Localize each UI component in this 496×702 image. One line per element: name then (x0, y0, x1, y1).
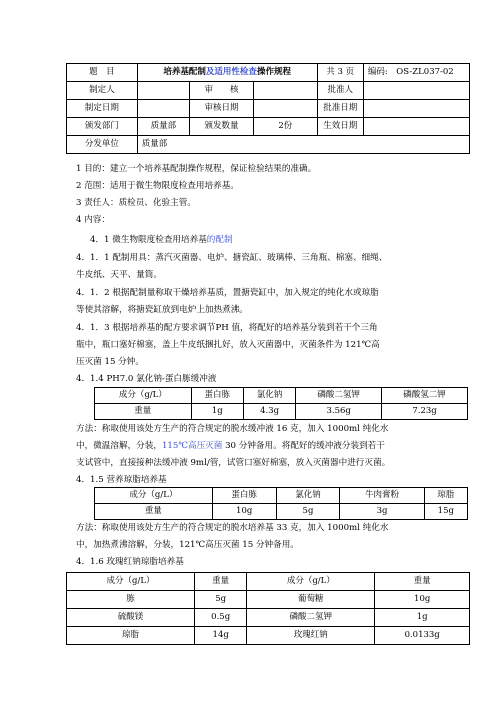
buffer-table-row (95, 404, 468, 420)
section-4-1-1-line1: 4．1．1 配制用具：蒸汽灭菌器、电炉、搪瓷缸、玻璃棒、三角瓶、棉塞、细绳、 (76, 253, 388, 263)
approve-value (363, 82, 469, 100)
section-4-1-title (90, 232, 452, 249)
header-row-dist (67, 136, 470, 154)
agar-header-3: 牛肉膏粉 (340, 488, 424, 504)
buffer-recipe-table (94, 387, 468, 420)
method2-part-blue: 115℃高压灭菌 (161, 441, 223, 451)
approve-label: 批准人 (317, 82, 363, 100)
made-by-value (137, 82, 189, 100)
section-4-1-4-method-line1: 方法：称取使用该处方生产的符合规定的脱水缓冲液 16 克，加入 1000ml 纯化水 (76, 424, 389, 434)
buffer-cell-1: 1g (191, 404, 243, 420)
section-4-1-3-line1: 4．1．3 根据培养基的配方要求调节PH 值，将配好的培养基分装到若干个三角 (76, 323, 378, 333)
buffer-cell-4: 7.23g (382, 404, 468, 420)
review-label: 审 核 (189, 82, 253, 100)
page-count: 共 3 页 (317, 64, 363, 82)
method2-part-a: 中，微温溶解，分装， (76, 441, 162, 451)
agar-header-2: 氯化钠 (276, 488, 340, 504)
rose-cell: 0.0133g (375, 627, 470, 645)
agar-table-row (95, 504, 468, 520)
rose-cell: 0.5g (195, 609, 247, 627)
purpose-line: 1 目的：建立一个培养基配制操作规程，保证检验结果的准确。 (76, 164, 317, 174)
rose-table-header (67, 573, 470, 591)
rose-table-row (67, 591, 470, 609)
responsible-line: 3 责任人：质检员、化验主管。 (76, 198, 196, 208)
buffer-header-3: 磷酸二氢钾 (296, 388, 382, 404)
rose-cell: 硫酸镁 (67, 609, 195, 627)
rose-cell: 葡萄糖 (247, 591, 375, 609)
section-4-1-title-blue: 的配制 (206, 235, 233, 245)
document-title (137, 64, 317, 82)
title-part1: 培养基配制 (163, 66, 206, 77)
agar-header-4: 琼脂 (424, 488, 467, 504)
title-part2: 及适用性检查 (205, 66, 257, 77)
section-4-1-3-line3: 压灭菌 15 分钟。 (76, 357, 144, 367)
approve-date-value (363, 100, 469, 118)
issue-dept-value: 质量部 (137, 118, 189, 136)
section-4-1-title-main: 4．1 微生物限度检查用培养基 (90, 235, 207, 245)
rose-bengal-agar-table (66, 572, 470, 645)
effective-date-value (363, 118, 469, 136)
rose-cell: 磷酸二氢钾 (247, 609, 375, 627)
header-row-issue (67, 118, 470, 136)
buffer-header-0: 成分（g/L） (95, 388, 192, 404)
agar-cell-3: 3g (340, 504, 424, 520)
scope-line: 2 范围：适用于微生物限度检查用培养基。 (76, 181, 239, 191)
agar-cell-2: 5g (276, 504, 340, 520)
agar-table-header (95, 488, 468, 504)
made-by-label: 制定人 (67, 82, 138, 100)
section-4-1-2-line2: 等使其溶解，将搪瓷缸放到电炉上加热煮沸。 (76, 305, 248, 315)
rose-table-row (67, 627, 470, 645)
rose-cell: 10g (375, 591, 470, 609)
buffer-cell-3: 3.56g (296, 404, 382, 420)
dist-unit-value: 质量部 (137, 136, 469, 154)
section-4-1-5-method-line2: 中，加热煮沸溶解，分装，121℃高压灭菌 15 分钟备用。 (76, 540, 299, 550)
section-4-1-2-line1: 4．1．2 根据配制量称取干燥培养基质，置搪瓷缸中，加入规定的纯化水或琼脂 (76, 288, 379, 298)
rose-cell: 琼脂 (67, 627, 195, 645)
rose-cell: 14g (195, 627, 247, 645)
section-4-1-4-title: 4．1.4 PH7.0 氯化钠-蛋白胨缓冲液 (76, 374, 217, 384)
issue-qty-value: 2份 (254, 118, 318, 136)
rose-cell: 胨 (67, 591, 195, 609)
rose-cell: 玫瑰红钠 (247, 627, 375, 645)
issue-qty-label: 颁发数量 (189, 118, 253, 136)
document-code: 编码: OS-ZL037-02 (363, 64, 469, 82)
dist-unit-label: 分发单位 (67, 136, 138, 154)
rose-header-3: 重量 (375, 573, 470, 591)
buffer-cell-0: 重量 (95, 404, 192, 420)
made-date-label: 制定日期 (67, 100, 138, 118)
made-date-value (137, 100, 189, 118)
buffer-cell-2: 4.3g (243, 404, 295, 420)
section-4-1-4-method-line3: 支试管中，直接接种法缓冲液 9ml/管，试管口塞好棉塞，放入灭菌器中进行灭菌。 (76, 458, 391, 468)
review-date-label: 审核日期 (189, 100, 253, 118)
header-row-dates (67, 100, 470, 118)
buffer-table-header (95, 388, 468, 404)
section-4-1-5-title: 4．1.5 营养琼脂培养基 (76, 475, 167, 485)
review-value (254, 82, 318, 100)
rose-cell: 1g (375, 609, 470, 627)
review-date-value (254, 100, 318, 118)
agar-cell-4: 15g (424, 504, 467, 520)
rose-table-row (67, 609, 470, 627)
issue-dept-label: 颁发部门 (67, 118, 138, 136)
section-4-1-1-line2: 牛皮纸、天平、量筒。 (76, 270, 162, 280)
section-4-1-3-line2: 瓶中，瓶口塞好棉塞，盖上牛皮纸捆扎好，放入灭菌器中，灭菌条件为 121℃高 (76, 340, 380, 350)
agar-cell-1: 10g (212, 504, 276, 520)
nutrient-agar-table (94, 487, 468, 520)
buffer-header-2: 氯化钠 (243, 388, 295, 404)
approve-date-label: 批准日期 (317, 100, 363, 118)
agar-cell-0: 重量 (95, 504, 213, 520)
rose-header-2: 成分（g/L） (247, 573, 375, 591)
title-label: 题 目 (67, 64, 138, 82)
section-4-1-4-method-line2 (76, 438, 438, 455)
rose-cell: 5g (195, 591, 247, 609)
agar-header-1: 蛋白胨 (212, 488, 276, 504)
buffer-header-1: 蛋白胨 (191, 388, 243, 404)
header-row-made (67, 82, 470, 100)
agar-header-0: 成分（g/L） (95, 488, 213, 504)
effective-date-label: 生效日期 (317, 118, 363, 136)
rose-header-1: 重量 (195, 573, 247, 591)
header-table (66, 63, 470, 154)
method2-part-c: 30 分钟备用。将配好的缓冲液分装到若干 (222, 441, 385, 451)
section-4-1-6-title: 4．1.6 玫瑰红钠琼脂培养基 (76, 557, 184, 567)
buffer-header-4: 磷酸氢二钾 (382, 388, 468, 404)
rose-header-0: 成分（g/L） (67, 573, 195, 591)
header-row-title (67, 64, 470, 82)
section-4-1-5-method-line1: 方法：称取使用该处方生产的符合规定的脱水培养基 33 克，加入 1000ml 纯化水 (76, 523, 389, 533)
content-line: 4 内容： (76, 215, 110, 225)
title-part3: 操作规程 (256, 66, 291, 77)
